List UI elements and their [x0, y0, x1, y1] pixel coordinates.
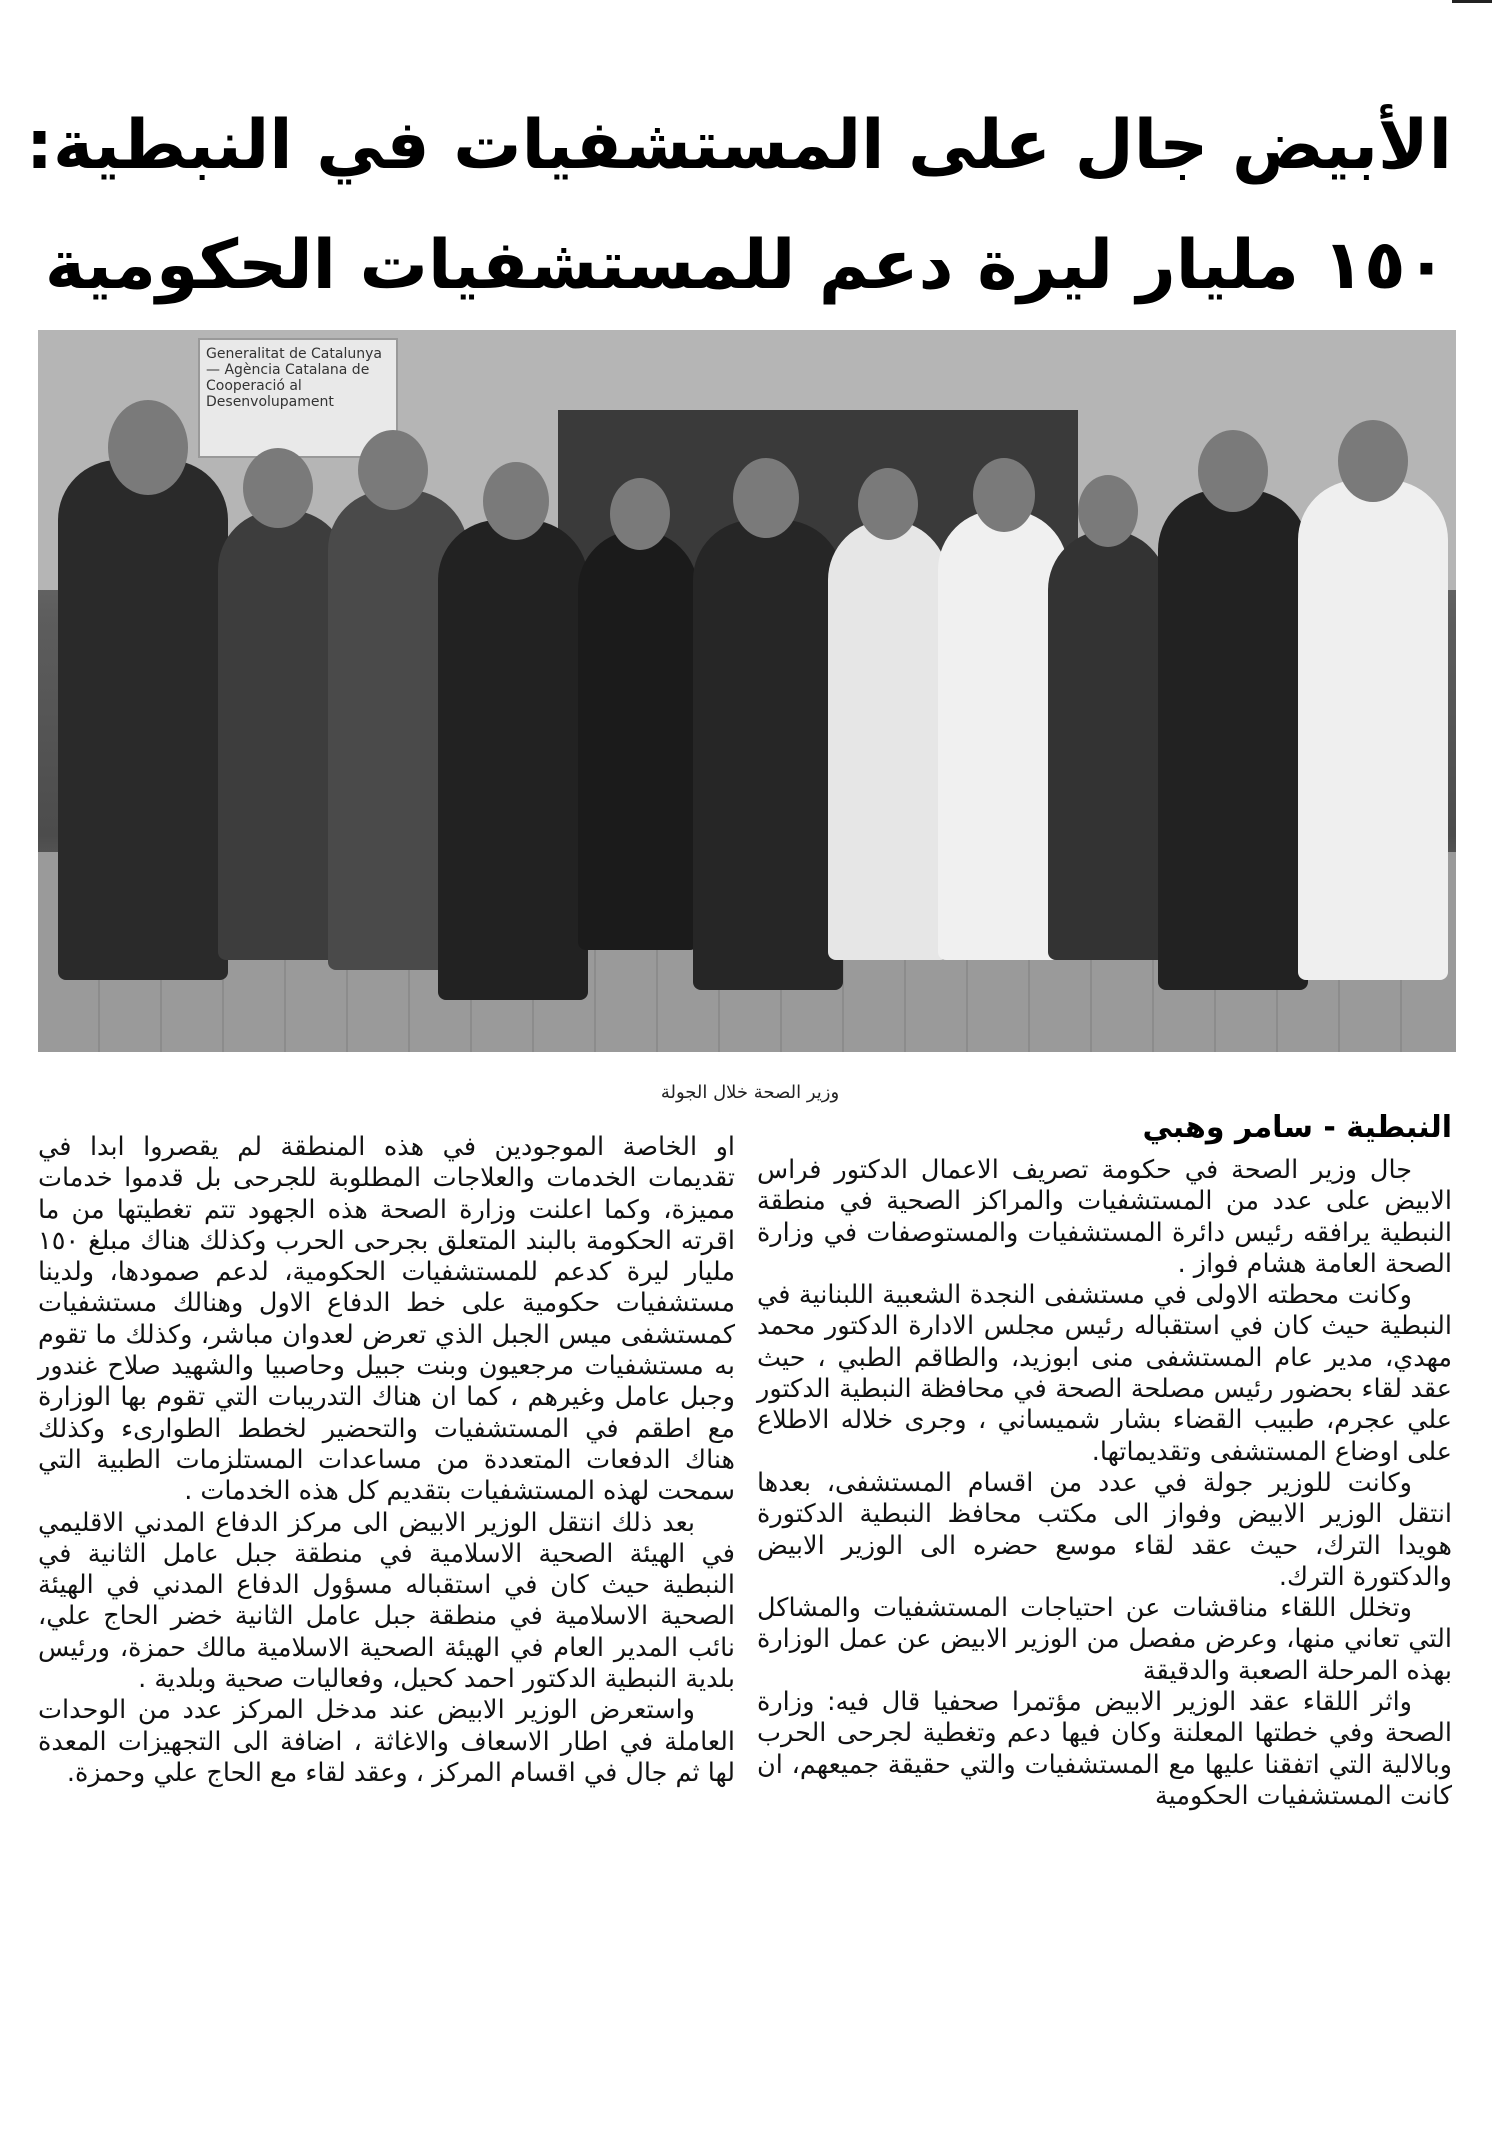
person-head [358, 430, 428, 510]
person-silhouette [1048, 530, 1168, 960]
person-head [973, 458, 1035, 532]
article-column-left [38, 1132, 735, 1789]
paragraph: او الخاصة الموجودين في هذه المنطقة لم يقصروا ابدا في تقديمات الخدمات والعلاجات المطلوبة للجرحى بل قدموا خدمات مميزة، وكما اعلنت وزارة الصحة هذه الجهود تتم تغطيتها من ما اقرته الحكومة بالبند المتعلق بجرحى الحرب وكذلك هناك مبلغ ١٥٠ مليار ليرة كدعم للمستشفيات الحكومية، لدعم صمودها، ولدينا مستشفيات حكومية على خط الدفاع الاول وهنالك مستشفيات كمستشفى ميس الجبل الذي تعرض لعدوان مباشر، وكذلك ما تقوم به مستشفيات مرجعيون وبنت جبيل وحاصبيا والشهيد صلاح غندور وجبل عامل وغيرهم ، كما ان هناك التدريبات التي تقوم بها الوزارة مع اطقم في المستشفيات والتحضير لخطط الطوارىء وكذلك هناك الدفعات المتعددة من مساعدات المستلزمات الطبية التي سمحت لهذه المستشفيات بتقديم كل هذه الخدمات . [38, 1132, 735, 1507]
headline-line-1: الأبيض جال على المستشفيات في النبطية: [25, 105, 1452, 185]
headline-line-2: ١٥٠ مليار ليرة دعم للمستشفيات الحكومية [44, 225, 1448, 305]
person-head [1078, 475, 1138, 547]
person-head [483, 462, 549, 540]
person-head [858, 468, 918, 540]
news-photo [38, 330, 1456, 1052]
person-silhouette [578, 530, 698, 950]
photo-caption: وزير الصحة خلال الجولة [660, 1082, 840, 1103]
top-rule [1452, 0, 1492, 3]
wall-sign: Generalitat de Catalunya — Agència Catalana de Cooperació al Desenvolupament [198, 338, 398, 458]
paragraph: واثر اللقاء عقد الوزير الابيض مؤتمرا صحفيا قال فيه: وزارة الصحة وفي خطتها المعلنة وكان فيها دعم وتغطية لجرحى الحرب وبالالية التي اتفقنا عليها مع المستشفيات والتي حقيقة جميعهم، ان كانت المستشفيات الحكومية [757, 1687, 1452, 1811]
person-head [108, 400, 188, 495]
headline [25, 86, 1452, 326]
person-silhouette [693, 520, 843, 990]
article-column-right [757, 1155, 1452, 1812]
byline: النبطية - سامر وهبي [1142, 1110, 1452, 1145]
person-silhouette [58, 460, 228, 980]
person-silhouette [828, 520, 948, 960]
paragraph: وكانت محطته الاولى في مستشفى النجدة الشعبية اللبنانية في النبطية حيث كان في استقباله رئيس مجلس الادارة الدكتور محمد مهدي، مدير عام المستشفى منى ابوزيد، والطاقم الطبي ، حيث عقد لقاء بحضور رئيس مصلحة الصحة في محافظة النبطية الدكتور علي عجرم، طبيب القضاء بشار شميساني ، وجرى خلاله الاطلاع على اوضاع المستشفى وتقديماتها. [757, 1280, 1452, 1467]
paragraph: جال وزير الصحة في حكومة تصريف الاعمال الدكتور فراس الابيض على عدد من المستشفيات والمراكز الصحية في منطقة النبطية يرافقه رئيس دائرة المستشفيات والمستوصفات في وزارة الصحة العامة هشام فواز . [757, 1155, 1452, 1279]
person-silhouette [438, 520, 588, 1000]
paragraph: بعد ذلك انتقل الوزير الابيض الى مركز الدفاع المدني الاقليمي في الهيئة الصحية الاسلامية في منطقة جبل عامل الثانية في النبطية حيث كان في استقباله مسؤول الدفاع المدني في الهيئة الصحية الاسلامية في منطقة جبل عامل الثانية خضر الحاج علي، نائب المدير العام في الهيئة الصحية الاسلامية مالك حمزة، ورئيس بلدية النبطية الدكتور احمد كحيل، وفعاليات صحية وبلدية . [38, 1507, 735, 1695]
person-head [733, 458, 799, 538]
person-head [243, 448, 313, 528]
person-head [610, 478, 670, 550]
person-head [1338, 420, 1408, 502]
paragraph: واستعرض الوزير الابيض عند مدخل المركز عدد من الوحدات العاملة في اطار الاسعاف والاغاثة ، اضافة الى التجهيزات المعدة لها ثم جال في اقسام المركز ، وعقد لقاء مع الحاج علي وحمزة. [38, 1695, 735, 1788]
paragraph: وكانت للوزير جولة في عدد من اقسام المستشفى، بعدها انتقل الوزير الابيض وفواز الى مكتب محافظ النبطية الدكتورة هويدا الترك، حيث عقد لقاء موسع حضره الى الوزير الابيض والدكتورة الترك. [757, 1467, 1452, 1592]
paragraph: وتخلل اللقاء مناقشات عن احتياجات المستشفيات والمشاكل التي تعاني منها، وعرض مفصل من الوزير الابيض عن عمل الوزارة بهذه المرحلة الصعبة والدقيقة [757, 1593, 1452, 1686]
person-silhouette [1158, 490, 1308, 990]
person-silhouette [1298, 480, 1448, 980]
person-head [1198, 430, 1268, 512]
